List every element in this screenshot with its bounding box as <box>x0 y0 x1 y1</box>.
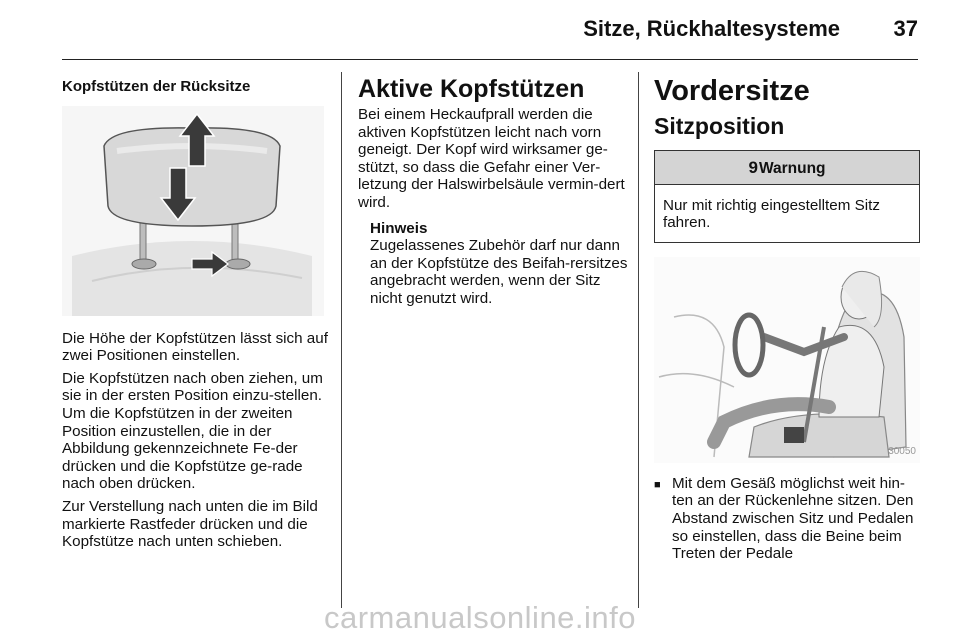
column-divider-1 <box>341 72 342 608</box>
header-rule <box>62 59 918 60</box>
warning-title: Warnung <box>758 160 826 177</box>
warning-header <box>655 151 919 185</box>
page-number: 37 <box>893 16 918 41</box>
front-seats-heading: Vordersitze <box>654 75 810 107</box>
note-text: Zugelassenes Zubehör darf nur dann an der Kopfstütze des Beifah-rersitzes angebracht werden, wenn der Sitz nicht genutzt wird. <box>370 237 628 307</box>
column-1 <box>62 72 332 556</box>
image-code: 30050 <box>888 446 916 458</box>
column-2 <box>358 72 632 308</box>
column-divider-2 <box>638 72 639 608</box>
paragraph: Die Höhe der Kopfstützen lässt sich auf zwei Positionen einstellen. <box>62 329 328 365</box>
note-box <box>358 220 632 308</box>
warning-text: Nur mit richtig eingestelltem Sitz fahren. <box>663 196 880 232</box>
watermark: carmanualsonline.info <box>323 600 637 635</box>
rear-headrest-heading: Kopfstützen der Rücksitze <box>62 78 251 95</box>
active-headrest-heading: Aktive Kopfstützen <box>358 75 585 103</box>
bullet-item <box>654 475 920 563</box>
paragraph: Bei einem Heckaufprall werden die aktiven Kopfstützen leicht nach vorn geneigt. Der Kopf wird wirksamer ge-stützt, so dass die Gefahr einer Ver-letzung der Halswirbelsäule vermin-dert wird. <box>358 106 625 211</box>
paragraph: Zur Verstellung nach unten die im Bild markierte Rastfeder drücken und die Kopfstütze nach unten schieben. <box>62 497 318 551</box>
paragraph: Die Kopfstützen nach oben ziehen, um sie in der ersten Position einzu-stellen. Um die Kopfstützen in der zweiten Position einzustellen, die in der Abbildung gekennzeichnete Fe-der drücken und die Kopfstütze ge-rade nach oben drücken. <box>62 369 323 493</box>
note-title: Hinweis <box>370 219 428 237</box>
header-title: Sitze, Rückhaltesysteme <box>583 16 840 41</box>
headrest-illustration <box>62 106 324 316</box>
seat-position-heading: Sitzposition <box>654 113 785 139</box>
column-3 <box>654 72 920 563</box>
seat-position-illustration <box>654 257 920 463</box>
bullet-text: Mit dem Gesäß möglichst weit hin-ten an der Rückenlehne sitzen. Den Abstand zwischen Sitz und Pedalen so einstellen, dass die Beine beim Treten der Pedale <box>672 474 914 563</box>
bullet-square-icon: ■ <box>654 478 661 491</box>
warning-box <box>654 150 920 243</box>
warning-icon: 9 <box>748 158 758 177</box>
